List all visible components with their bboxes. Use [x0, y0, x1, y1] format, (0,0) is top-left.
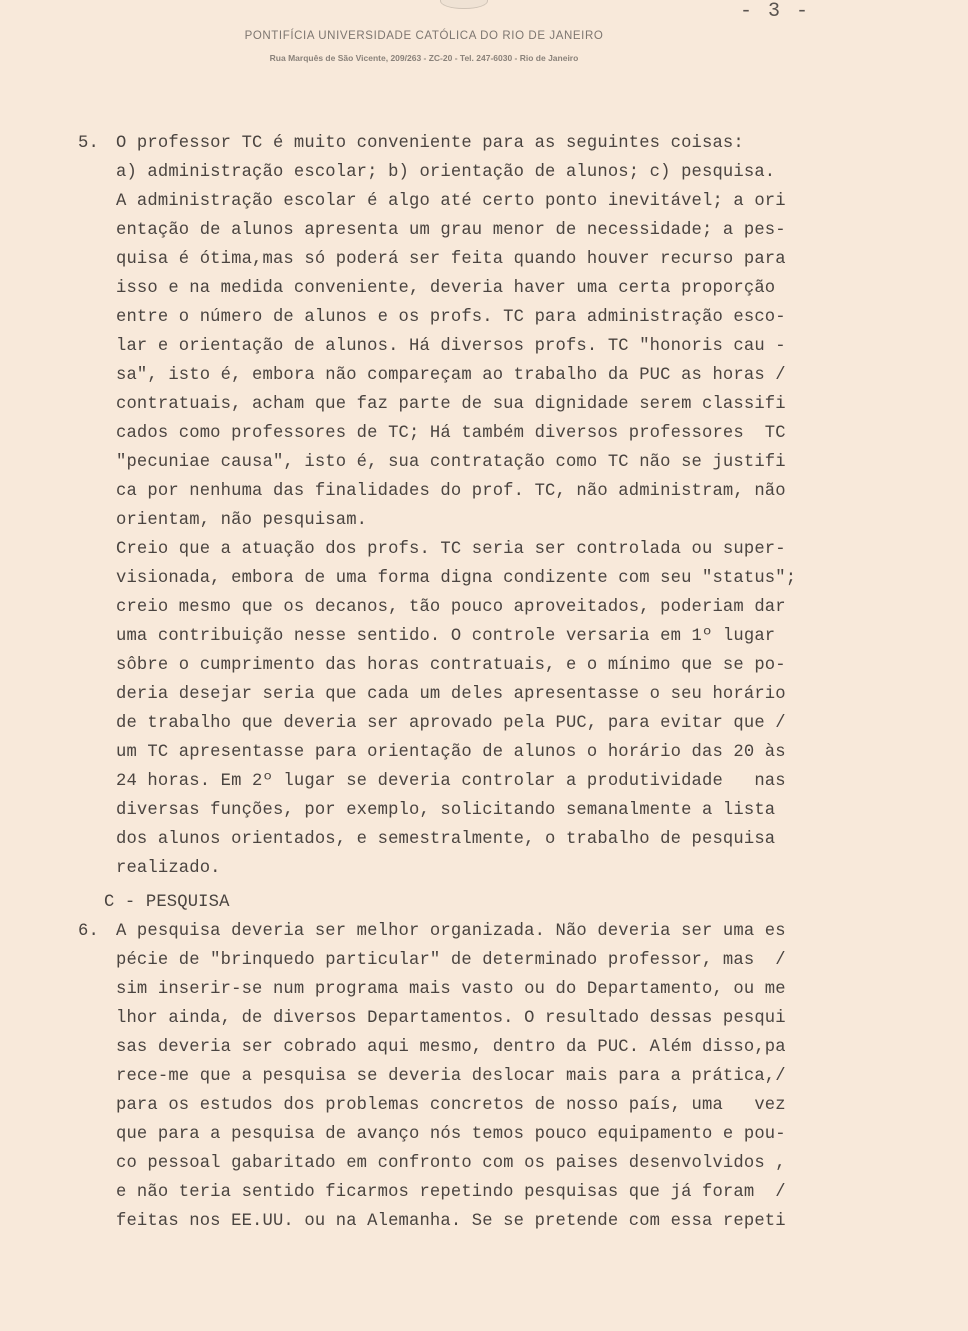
text-line: que para a pesquisa de avanço nós temos pouco equipamento e pou-	[116, 1125, 786, 1144]
text-line: uma contribuição nesse sentido. O controle versaria em 1º lugar	[116, 627, 776, 646]
text-line: cados como professores de TC; Há também diversos professores TC	[116, 424, 786, 443]
text-line: co pessoal gabaritado em confronto com os paises desenvolvidos ,	[116, 1154, 786, 1173]
text-line: contratuais, acham que faz parte de sua dignidade serem classifi	[116, 395, 786, 414]
text-line: sa", isto é, embora não compareçam ao trabalho da PUC as horas /	[116, 366, 786, 385]
institution-address: Rua Marquês de São Vicente, 209/263 - ZC-20 - Tel. 247-6030 - Rio de Janeiro	[269, 53, 579, 63]
text-line: entre o número de alunos e os profs. TC para administração esco-	[116, 308, 786, 327]
text-line: lhor ainda, de diversos Departamentos. O resultado dessas pesqui	[116, 1009, 786, 1028]
text-line: de trabalho que deveria ser aprovado pela PUC, para evitar que /	[116, 714, 786, 733]
text-line: deria desejar seria que cada um deles apresentasse o seu horário	[116, 685, 786, 704]
text-line: pécie de "brinquedo particular" de determinado professor, mas /	[116, 951, 786, 970]
text-line: ca por nenhuma das finalidades do prof. TC, não administram, não	[116, 482, 786, 501]
text-line: sôbre o cumprimento das horas contratuais, e o mínimo que se po-	[116, 656, 786, 675]
text-line: Creio que a atuação dos profs. TC seria ser controlada ou super-	[116, 540, 786, 559]
text-line: sas deveria ser cobrado aqui mesmo, dentro da PUC. Além disso,pa	[116, 1038, 786, 1057]
institution-name: PONTIFÍCIA UNIVERSIDADE CATÓLICA DO RIO DE JANEIRO	[244, 30, 604, 42]
text-line: lar e orientação de alunos. Há diversos profs. TC "honoris cau -	[116, 337, 786, 356]
text-line: sim inserir-se num programa mais vasto ou do Departamento, ou me	[116, 980, 786, 999]
text-line: um TC apresentasse para orientação de alunos o horário das 20 às	[116, 743, 786, 762]
text-line: O professor TC é muito conveniente para as seguintes coisas:	[116, 134, 744, 153]
text-line: a) administração escolar; b) orientação de alunos; c) pesquisa.	[116, 163, 776, 182]
text-line: feitas nos EE.UU. ou na Alemanha. Se se pretende com essa repeti	[116, 1212, 786, 1231]
text-line: rece-me que a pesquisa se deveria deslocar mais para a prática,/	[116, 1067, 786, 1086]
text-line: entação de alunos apresenta um grau menor de necessidade; a pes-	[116, 221, 786, 240]
item-number: 6.	[78, 922, 99, 941]
text-line: A administração escolar é algo até certo ponto inevitável; a ori	[116, 192, 786, 211]
text-line: "pecuniae causa", isto é, sua contratação como TC não se justifi	[116, 453, 786, 472]
text-line: 24 horas. Em 2º lugar se deveria controlar a produtividade nas	[116, 772, 786, 791]
text-line: diversas funções, por exemplo, solicitando semanalmente a lista	[116, 801, 776, 820]
text-line: A pesquisa deveria ser melhor organizada. Não deveria ser uma es	[116, 922, 786, 941]
text-line: isso e na medida conveniente, deveria haver uma certa proporção	[116, 279, 776, 298]
section-heading: C - PESQUISA	[104, 893, 230, 912]
text-line: e não teria sentido ficarmos repetindo pesquisas que já foram /	[116, 1183, 786, 1202]
text-line: visionada, embora de uma forma digna condizente com seu "status";	[116, 569, 797, 588]
text-line: orientam, não pesquisam.	[116, 511, 368, 530]
seal-logo	[440, 0, 488, 9]
text-line: quisa é ótima,mas só poderá ser feita quando houver recurso para	[116, 250, 786, 269]
text-line: creio mesmo que os decanos, tão pouco aproveitados, poderiam dar	[116, 598, 786, 617]
text-line: realizado.	[116, 859, 221, 878]
text-line: dos alunos orientados, e semestralmente, o trabalho de pesquisa	[116, 830, 776, 849]
page-number: - 3 -	[740, 0, 811, 23]
item-number: 5.	[78, 134, 99, 153]
text-line: para os estudos dos problemas concretos de nosso país, uma vez	[116, 1096, 786, 1115]
